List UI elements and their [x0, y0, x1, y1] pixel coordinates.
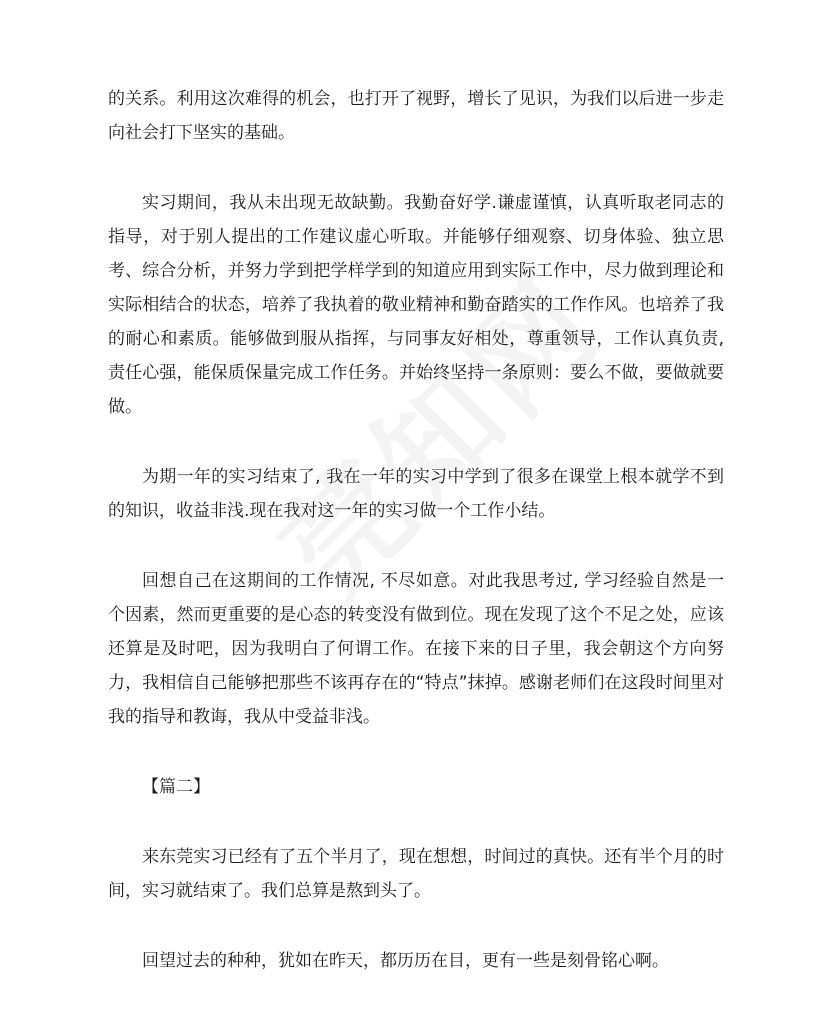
- paragraph-reflection: 回想自己在这期间的工作情况, 不尽如意。对此我思考过, 学习经验自然是一个因素，然而更重要的是心态的转变没有做到位。现在发现了这个不足之处，应该还算是及时吧，因为我明白了何谓工作。在接下来的日子里，我会朝这个方向努力，我相信自己能够把那些不该再存在的“特点”抹掉。感谢老师们在这段时间里对我的指导和教诲，我从中受益非浅。: [108, 571, 724, 727]
- paragraph-dongguan-internship: 来东莞实习已经有了五个半月了，现在想想，时间过的真快。还有半个月的时间，实习就结束了。我们总算是熬到头了。: [108, 847, 724, 901]
- paragraph-internship-end: 为期一年的实习结束了, 我在一年的实习中学到了很多在课堂上根本就学不到的知识，收益非浅.现在我对这一年的实习做一个工作小结。: [108, 467, 724, 521]
- paragraph-continued: 的关系。利用这次难得的机会，也打开了视野，增长了见识，为我们以后进一步走向社会打下坚实的基础。: [108, 89, 724, 143]
- document-body: [108, 82, 724, 1014]
- paragraph-looking-back: 回望过去的种种，犹如在昨天，都历历在目，更有一些是刻骨铭心啊。: [142, 951, 669, 971]
- paragraph-internship-conduct: 实习期间，我从未出现无故缺勤。我勤奋好学.谦虚谨慎，认真听取老同志的指导，对于别人提出的工作建议虚心听取。并能够仔细观察、切身体验、独立思考、综合分析，并努力学到把学样学到的知道应用到实际工作中，尽力做到理论和实际相结合的状态，培养了我执着的敬业精神和勤奋踏实的工作作风。也培养了我的耐心和素质。能够做到服从指挥，与同事友好相处，尊重领导，工作认真负责,责任心强，能保质保量完成工作任务。并始终坚持一条原则：要么不做，要做就要做。: [108, 193, 724, 417]
- section-heading: 【篇二】: [142, 777, 210, 797]
